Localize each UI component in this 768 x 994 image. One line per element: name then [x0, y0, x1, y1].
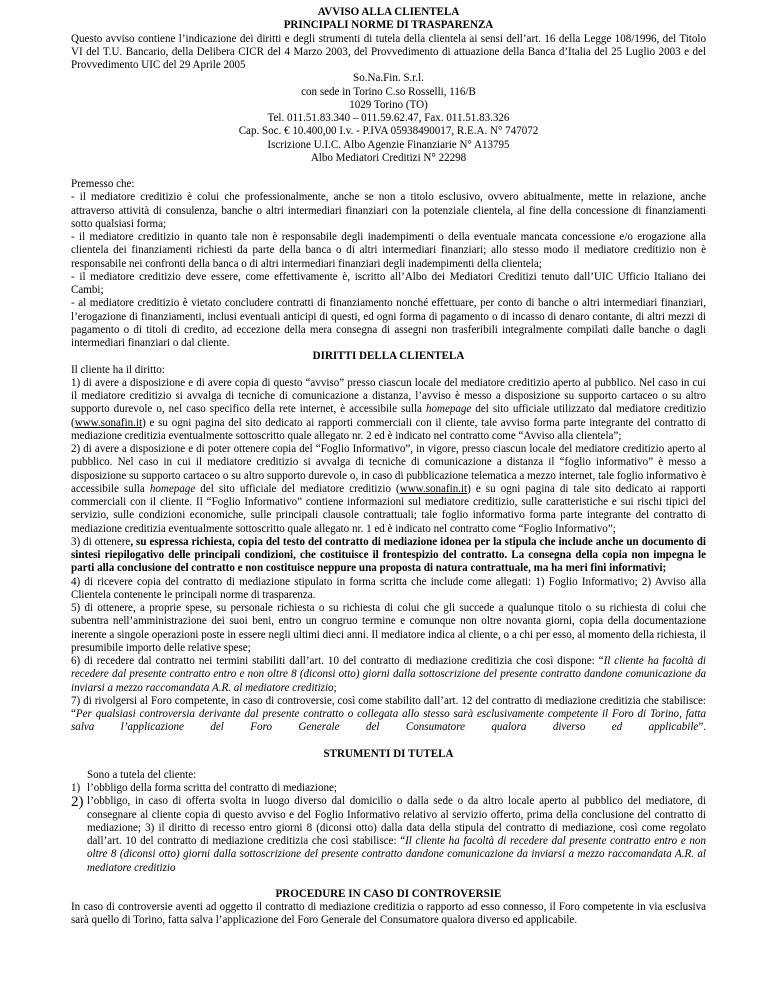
company-city: 1029 Torino (TO): [349, 98, 428, 111]
strumento-item-1: 1) l’obbligo della forma scritta del contratto di mediazione;: [71, 782, 338, 794]
section-title-procedure: PROCEDURE IN CASO DI CONTROVERSIE: [275, 887, 502, 900]
intro-paragraph: Questo avviso contiene l’indicazione dei diritti e degli strumenti di tutela della clientela ai sensi dell’art. 16 della Legge 108/1996, del Titolo VI del T.U. Bancario, della Delibera CICR del 4 Marzo 2003, del Provvedimento di attuazione della Banca d’Italia del 25 Luglio 2003 e del Provvedimento UIC del 29 Aprile 2005: [71, 32, 706, 71]
diritto-item-7: 7) di rivolgersi al Foro competente, in caso di controversie, così come stabilito dall’art. 12 del contratto di mediazione creditizia che stabilisce: “Per qualsiasi controversia derivante dal presente contratto o collegata allo stesso sarà esclusivamente competente il Foro di Torino, fatta salva l’applicazione del Foro Generale del Consumatore qualora diverso ed applicabile”.: [71, 694, 706, 734]
diritto-item-3: 3) di ottenere, su espressa richiesta, copia del testo del contratto di mediazione idonea per la stipula che include anche un documento di sintesi riepilogativo delle principali condizioni, che costituisce il frontespizio del contratto. La consegna della copia non impegna le parti alla conclusione del contratto e non costituisce neppure una proposta di natura contrattuale, ma ha meri fini informativi;: [71, 535, 706, 575]
company-name: So.Na.Fin. S.r.l.: [353, 72, 424, 85]
company-albo: Albo Mediatori Creditizi N° 22298: [310, 151, 467, 164]
company-uic: Iscrizione U.I.C. Albo Agenzie Finanziarie N° A13795: [267, 138, 510, 151]
item-number: 1): [71, 782, 81, 794]
diritti-lead: Il cliente ha il diritto:: [71, 363, 165, 376]
homepage-term: homepage: [425, 403, 472, 416]
website-link[interactable]: www.sonafin.it: [399, 482, 468, 495]
document-title: AVVISO ALLA CLIENTELA: [317, 6, 460, 18]
diritto-item-5: 5) di ottenere, a proprie spese, su personale richiesta o su richiesta di colui che gli succede a qualunque titolo o su richiesta di colui che subentra nell’amministrazione dei suoi beni, entro un congruo termine e comunque non oltre novanta giorni, copia della documentazione inerente a singole operazioni poste in essere negli ultimi dieci anni. Il mediatore indica al cliente, o a chi per esso, al momento della richiesta, il presumibile importo delle relative spese;: [71, 602, 706, 654]
strumenti-lead: Sono a tutela del cliente:: [87, 768, 197, 781]
strumento-item-2: 2) l’obbligo, in caso di offerta svolta in luogo diverso dal domicilio o dalla sede o da altro locale aperto al pubblico del mediatore, di consegnare al cliente copia di questo avviso e del Foglio Informativo relativo al servizio offerto, prima della conclusione del contratto di mediazione; 3) il diritto di recesso entro giorni 8 (diconsi otto) dalla data della stipula del contratto di mediazione, così come regolato dall’art. 10 del contratto di mediazione creditizia che così stabilisce: “Il cliente ha facoltà di recedere dal presente contratto entro e non oltre 8 (diconsi otto) giorni dalla sottoscrizione del presente contratto dandone comunicazione da inviarsi a mezzo raccomandata A.R. al mediatore creditizio: [71, 794, 706, 874]
section-title-strumenti: STRUMENTI DI TUTELA: [323, 747, 454, 760]
item-number: 2): [71, 794, 84, 811]
document-subtitle: PRINCIPALI NORME DI TRASPARENZA: [283, 19, 494, 32]
premesso-section: [71, 178, 706, 350]
premesso-lead: Premesso che:: [71, 178, 135, 190]
company-block: [71, 72, 706, 165]
company-address: con sede in Torino C.so Rosselli, 116/B: [301, 85, 476, 98]
premesso-item: - il mediatore creditizio deve essere, come effettivamente è, iscritto all’Albo dei Mediatori Creditizi tenuto dall’UIC Ufficio Italiano dei Cambi;: [71, 270, 706, 296]
company-phones: Tel. 011.51.83.340 – 011.59.62.47, Fax. 011.51.83.326: [267, 112, 510, 124]
diritto-item-6: 6) di recedere dal contratto nei termini stabiliti dall’art. 10 del contratto di mediazione creditizia che così dispone: “Il cliente ha facoltà di recedere dal presente contratto entro e non oltre 8 (diconsi otto) giorni dalla sottoscrizione del presente contratto dandone comunicazione da inviarsi a mezzo raccomandata A.R. al mediatore creditizio;: [71, 655, 706, 694]
premesso-item: - il mediatore creditizio è colui che professionalmente, anche se non a titolo esclusivo, ovvero abitualmente, mette in relazione, anche attraverso attività di consulenza, banche o altri intermediari finanziari con la potenziale clientela, al fine della concessione di finanziamenti sotto qualsiasi forma;: [71, 191, 706, 230]
company-capital: Cap. Soc. € 10.400,00 I.v. - P.IVA 05938490017, R.E.A. N° 747072: [238, 125, 539, 138]
homepage-term: homepage: [149, 482, 196, 495]
premesso-item: - il mediatore creditizio in quanto tale non è responsabile degli inadempimenti o della eventuale mancata concessione e/o erogazione alla clientela dei finanziamenti richiesti da parte della banca o di altri intermediari finanziari; allo stesso modo il mediatore creditizio non è responsabile nei confronti della banca o di altri intermediari finanziari degli inadempimenti della clientela;: [71, 231, 706, 270]
diritti-section: [71, 350, 706, 734]
procedure-section: [71, 888, 706, 928]
diritto-item-1: 1) di avere a disposizione e di avere copia di questo “avviso” presso ciascun locale del mediatore creditizio aperto al pubblico. Nel caso in cui il mediatore creditizio si avvalga di tecniche di comunicazione a distanza, l’avviso è messo a disposizione su supporto cartaceo o su altro supporto durevole o, nel caso specifico della rete internet, è accessibile sulla homepage del sito ufficiale utilizzato dal mediatore creditizio (www.sonafin.it) e su ogni pagina del sito dedicato ai rapporti commerciali con il cliente, tale avviso forma parte integrante del contratto di mediazione creditizia eventualmente sottoscritto quale allegato nr. 2 ed è indicato nel contratto come “Avviso alla clientela”;: [71, 376, 706, 442]
strumenti-section: [71, 748, 706, 875]
premesso-item: - al mediatore creditizio è vietato concludere contratti di finanziamento nonché effettuare, per conto di banche o altri intermediari finanziari, l’erogazione di finanziamenti, inclusi eventuali anticipi di questi, ed ogni forma di pagamento o di incasso di denaro contante, di altri mezzi di pagamento o di titoli di credito, ad eccezione della mera consegna di assegni non trasferibili integralmente compilati dalle banche o dagli intermediari finanziari o dal cliente.: [71, 297, 706, 349]
section-title-diritti: DIRITTI DELLA CLIENTELA: [312, 350, 465, 363]
website-link[interactable]: www.sonafin.it: [74, 416, 143, 429]
procedure-text: In caso di controversie aventi ad oggetto il contratto di mediazione creditizia o rapporto ad esso connesso, il Foro competente in via esclusiva sarà quello di Torino, fatta salva l’applicazione del Foro Generale del Consumatore qualora diverso ed applicabile.: [71, 901, 706, 927]
diritto-item-4: 4) di ricevere copia del contratto di mediazione stipulato in forma scritta che include come allegati: 1) Foglio Informativo; 2) Avviso alla Clientela contenente le principali norme di trasparenza.: [71, 575, 706, 601]
diritto-item-2: 2) di avere a disposizione e di poter ottenere copia del “Foglio Informativo”, in vigore, presso ciascun locale del mediatore creditizio aperto al pubblico. Nel caso in cui il mediatore creditizio si avvalga di tecniche di comunicazione a distanza il “foglio informativo” è messo a disposizione su supporto cartaceo o su altro supporto durevole o, in caso di pubblicazione telematica a mezzo internet, tale foglio informativo è accessibile sulla homepage del sito ufficiale del mediatore creditizio (www.sonafin.it) e su ogni pagina di tale sito dedicato ai rapporti commerciali con il cliente. Il “Foglio Informativo” contiene informazioni sul mediatore creditizio, sulle caratteristiche e sui rischi tipici del servizio, sulle condizioni economiche, sulle principali clausole contrattuali; tale foglio informativo forma parte integrante del contratto di mediazione creditizia eventualmente sottoscritto quale allegato nr. 1 ed è indicato nel contratto come “Foglio Informativo”;: [71, 443, 707, 535]
